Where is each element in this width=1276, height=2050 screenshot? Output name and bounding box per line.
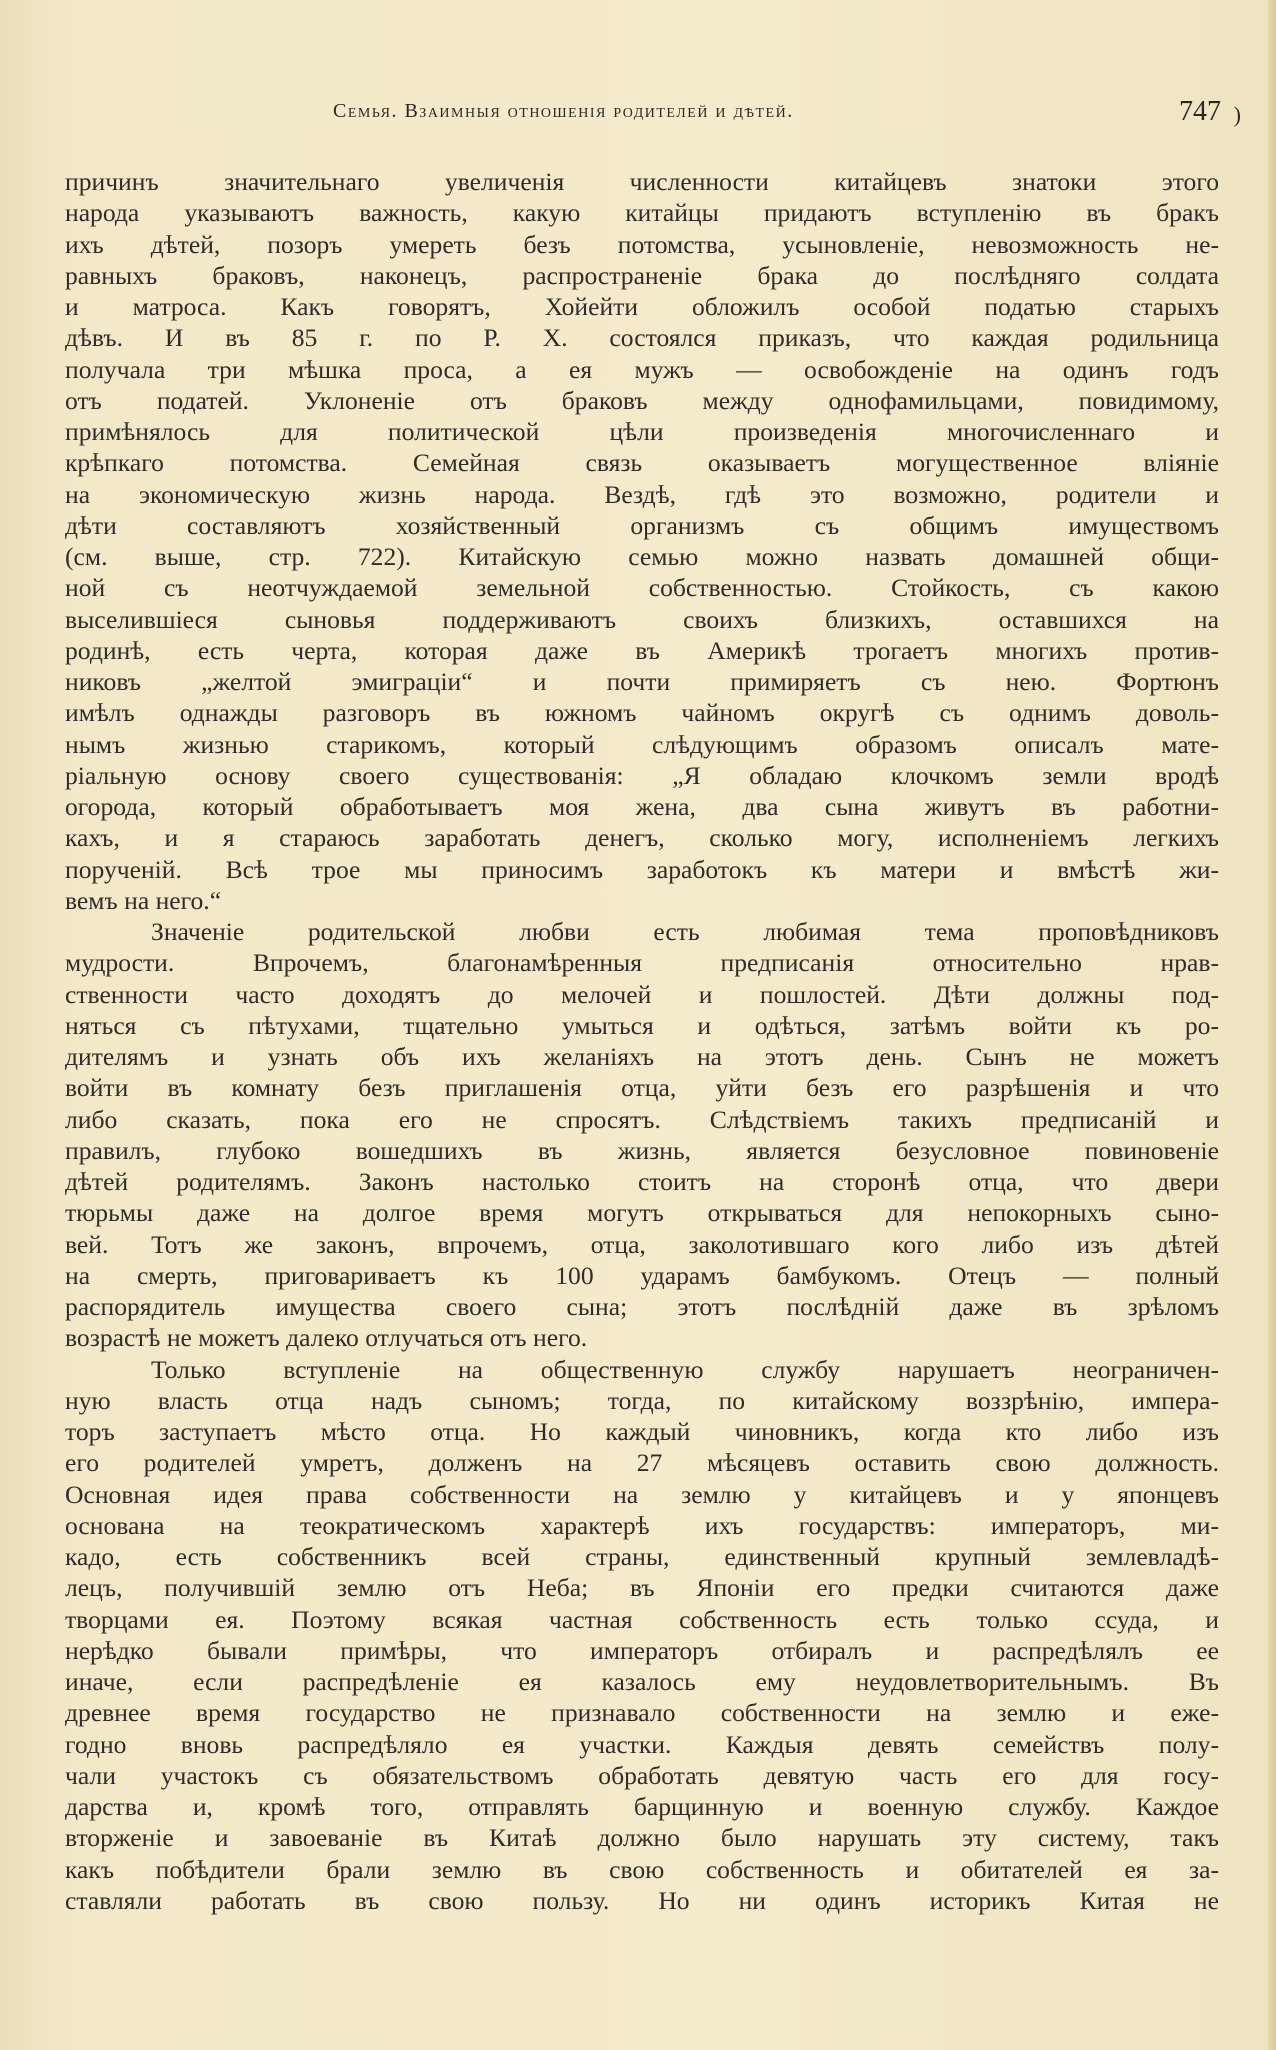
text-line: нымъ жизнью старикомъ, который слѣдующимъ образомъ описалъ мате- — [65, 729, 1219, 759]
text-line: и матроса. Какъ говорятъ, Хойейти обложилъ особой податью старыхъ — [65, 292, 1219, 321]
text-line: дѣтей родителямъ. Законъ настолько стоитъ на сторонѣ отца, что двери — [65, 1167, 1219, 1196]
text-line: выселившіеся сыновья поддерживаютъ своихъ близкихъ, оставшихся на — [65, 604, 1219, 634]
text-line: равныхъ браковъ, наконецъ, распространеніе брака до послѣдняго солдата — [65, 260, 1219, 290]
page-header — [65, 96, 1241, 136]
text-line: либо сказать, пока его не спросятъ. Слѣдствіемъ такихъ предписаній и — [65, 1104, 1219, 1134]
text-line: мудрости. Впрочемъ, благонамѣренныя предписанія относительно нрав- — [65, 948, 1219, 978]
text-line: торъ заступаетъ мѣсто отца. Но каждый чиновникъ, когда кто либо изъ — [65, 1417, 1219, 1446]
text-line: на смерть, приговариваетъ къ 100 ударамъ бамбукомъ. Отецъ — полный — [65, 1260, 1219, 1290]
page-number: 747 — [1179, 96, 1221, 127]
text-line: вей. Тотъ же законъ, впрочемъ, отца, заколотившаго кого либо изъ дѣтей — [65, 1229, 1219, 1259]
text-line: ной съ неотчуждаемой земельной собственностью. Стойкость, съ какою — [65, 573, 1219, 603]
text-line: тюрьмы даже на долгое время могутъ открываться для непокорныхъ сыно- — [65, 1198, 1219, 1228]
text-line: имѣлъ однажды разговоръ въ южномъ чайномъ округѣ съ однимъ доволь- — [65, 698, 1219, 728]
text-line: огорода, который обработываетъ моя жена, два сына живутъ въ работни- — [65, 792, 1219, 821]
text-line: нерѣдко бывали примѣры, что императоръ отбиралъ и распредѣлялъ ее — [65, 1635, 1219, 1665]
text-line: крѣпкаго потомства. Семейная связь оказываетъ могущественное вліяніе — [65, 448, 1219, 478]
text-line: лецъ, получившій землю отъ Неба; въ Японіи его предки считаются даже — [65, 1573, 1219, 1603]
text-line: какъ побѣдители брали землю въ свою собственность и обитателей ея за- — [65, 1854, 1219, 1884]
page-edge-shadow — [1268, 0, 1276, 2050]
text-line: няться съ пѣтухами, тщательно умыться и одѣться, затѣмъ войти къ ро- — [65, 1010, 1219, 1040]
margin-mark: ) — [1233, 102, 1241, 127]
running-head: Семья. Взаимныя отношенія родителей и дѣтей. — [333, 100, 794, 122]
paragraph-first-line: Значеніе родительской любви есть любимая тема проповѣдниковъ — [151, 917, 1219, 946]
text-line: основана на теократическомъ характерѣ ихъ государствъ: императоръ, ми- — [65, 1510, 1219, 1540]
text-line: дѣвъ. И въ 85 г. по Р. Х. состоялся приказъ, что каждая родильница — [65, 323, 1219, 353]
text-line: древнее время государство не признавало собственности на землю и еже- — [65, 1698, 1219, 1728]
text-line: кадо, есть собственникъ всей страны, единственный крупный землевладѣ- — [65, 1542, 1219, 1571]
text-line: Основная идея права собственности на землю у китайцевъ и у японцевъ — [65, 1479, 1219, 1509]
text-line: порученій. Всѣ трое мы приносимъ заработокъ къ матери и вмѣстѣ жи- — [65, 854, 1219, 884]
text-line: родинѣ, есть черта, которая даже въ Америкѣ трогаетъ многихъ против- — [65, 635, 1219, 665]
text-line: дарства и, кромѣ того, отправлять барщинную и военную службу. Каждое — [65, 1792, 1219, 1821]
text-line: никовъ „желтой эмиграціи“ и почти примиряетъ съ нею. Фортюнъ — [65, 667, 1219, 696]
text-line: кахъ, и я стараюсь заработать денегъ, сколько могу, исполненіемъ легкихъ — [65, 823, 1219, 853]
text-line: дителямъ и узнать объ ихъ желаніяхъ на этотъ день. Сынъ не можетъ — [65, 1042, 1219, 1071]
body-text — [65, 166, 1219, 1916]
text-line: чали участокъ съ обязательствомъ обработать девятую часть его для госу- — [65, 1760, 1219, 1790]
text-line: дѣти составляютъ хозяйственный организмъ съ общимъ имуществомъ — [65, 510, 1219, 540]
text-line: на экономическую жизнь народа. Вездѣ, гдѣ это возможно, родители и — [65, 479, 1219, 509]
text-line: получала три мѣшка проса, а ея мужъ — освобожденіе на одинъ годъ — [65, 354, 1219, 384]
text-line: ихъ дѣтей, позоръ умереть безъ потомства, усыновленіе, невозможность не- — [65, 229, 1219, 259]
paragraph-last-line: возрастѣ не можетъ далеко отлучаться отъ него. — [65, 1323, 588, 1353]
text-line: правилъ, глубоко вошедшихъ въ жизнь, является безусловное повиновеніе — [65, 1135, 1219, 1165]
text-line: творцами ея. Поэтому всякая частная собственность есть только ссуда, и — [65, 1604, 1219, 1634]
paragraph-first-line: Только вступленіе на общественную службу нарушаетъ неограничен- — [151, 1354, 1219, 1384]
text-line: ную власть отца надъ сыномъ; тогда, по китайскому воззрѣнію, импера- — [65, 1385, 1219, 1415]
text-line: отъ податей. Уклоненіе отъ браковъ между однофамильцами, повидимому, — [65, 385, 1219, 415]
paragraph-last-line: вемъ на него.“ — [65, 885, 222, 915]
text-line: причинъ значительнаго увеличенія численности китайцевъ знатоки этого — [65, 167, 1219, 196]
text-line: иначе, если распредѣленіе ея казалось ему неудовлетворительнымъ. Въ — [65, 1667, 1219, 1696]
text-line: вторженіе и завоеваніе въ Китаѣ должно было нарушать эту систему, такъ — [65, 1823, 1219, 1853]
text-line: ставляли работать въ свою пользу. Но ни одинъ историкъ Китая не — [65, 1885, 1219, 1915]
text-line: годно вновь распредѣляло ея участки. Каждыя девять семействъ полу- — [65, 1729, 1219, 1759]
text-line: примѣнялось для политической цѣли произведенія многочисленнаго и — [65, 417, 1219, 446]
text-line: ріальную основу своего существованія: „Я обладаю клочкомъ земли вродѣ — [65, 760, 1219, 790]
text-line: его родителей умретъ, долженъ на 27 мѣсяцевъ оставить свою должность. — [65, 1448, 1219, 1478]
text-line: народа указываютъ важность, какую китайцы придаютъ вступленію въ бракъ — [65, 198, 1219, 228]
text-line: ственности часто доходятъ до мелочей и пошлостей. Дѣти должны под- — [65, 979, 1219, 1009]
text-line: войти въ комнату безъ приглашенія отца, уйти безъ его разрѣшенія и что — [65, 1073, 1219, 1103]
text-line: распорядитель имущества своего сына; этотъ послѣдній даже въ зрѣломъ — [65, 1292, 1219, 1321]
text-line: (см. выше, стр. 722). Китайскую семью можно назвать домашней общи- — [65, 542, 1219, 571]
